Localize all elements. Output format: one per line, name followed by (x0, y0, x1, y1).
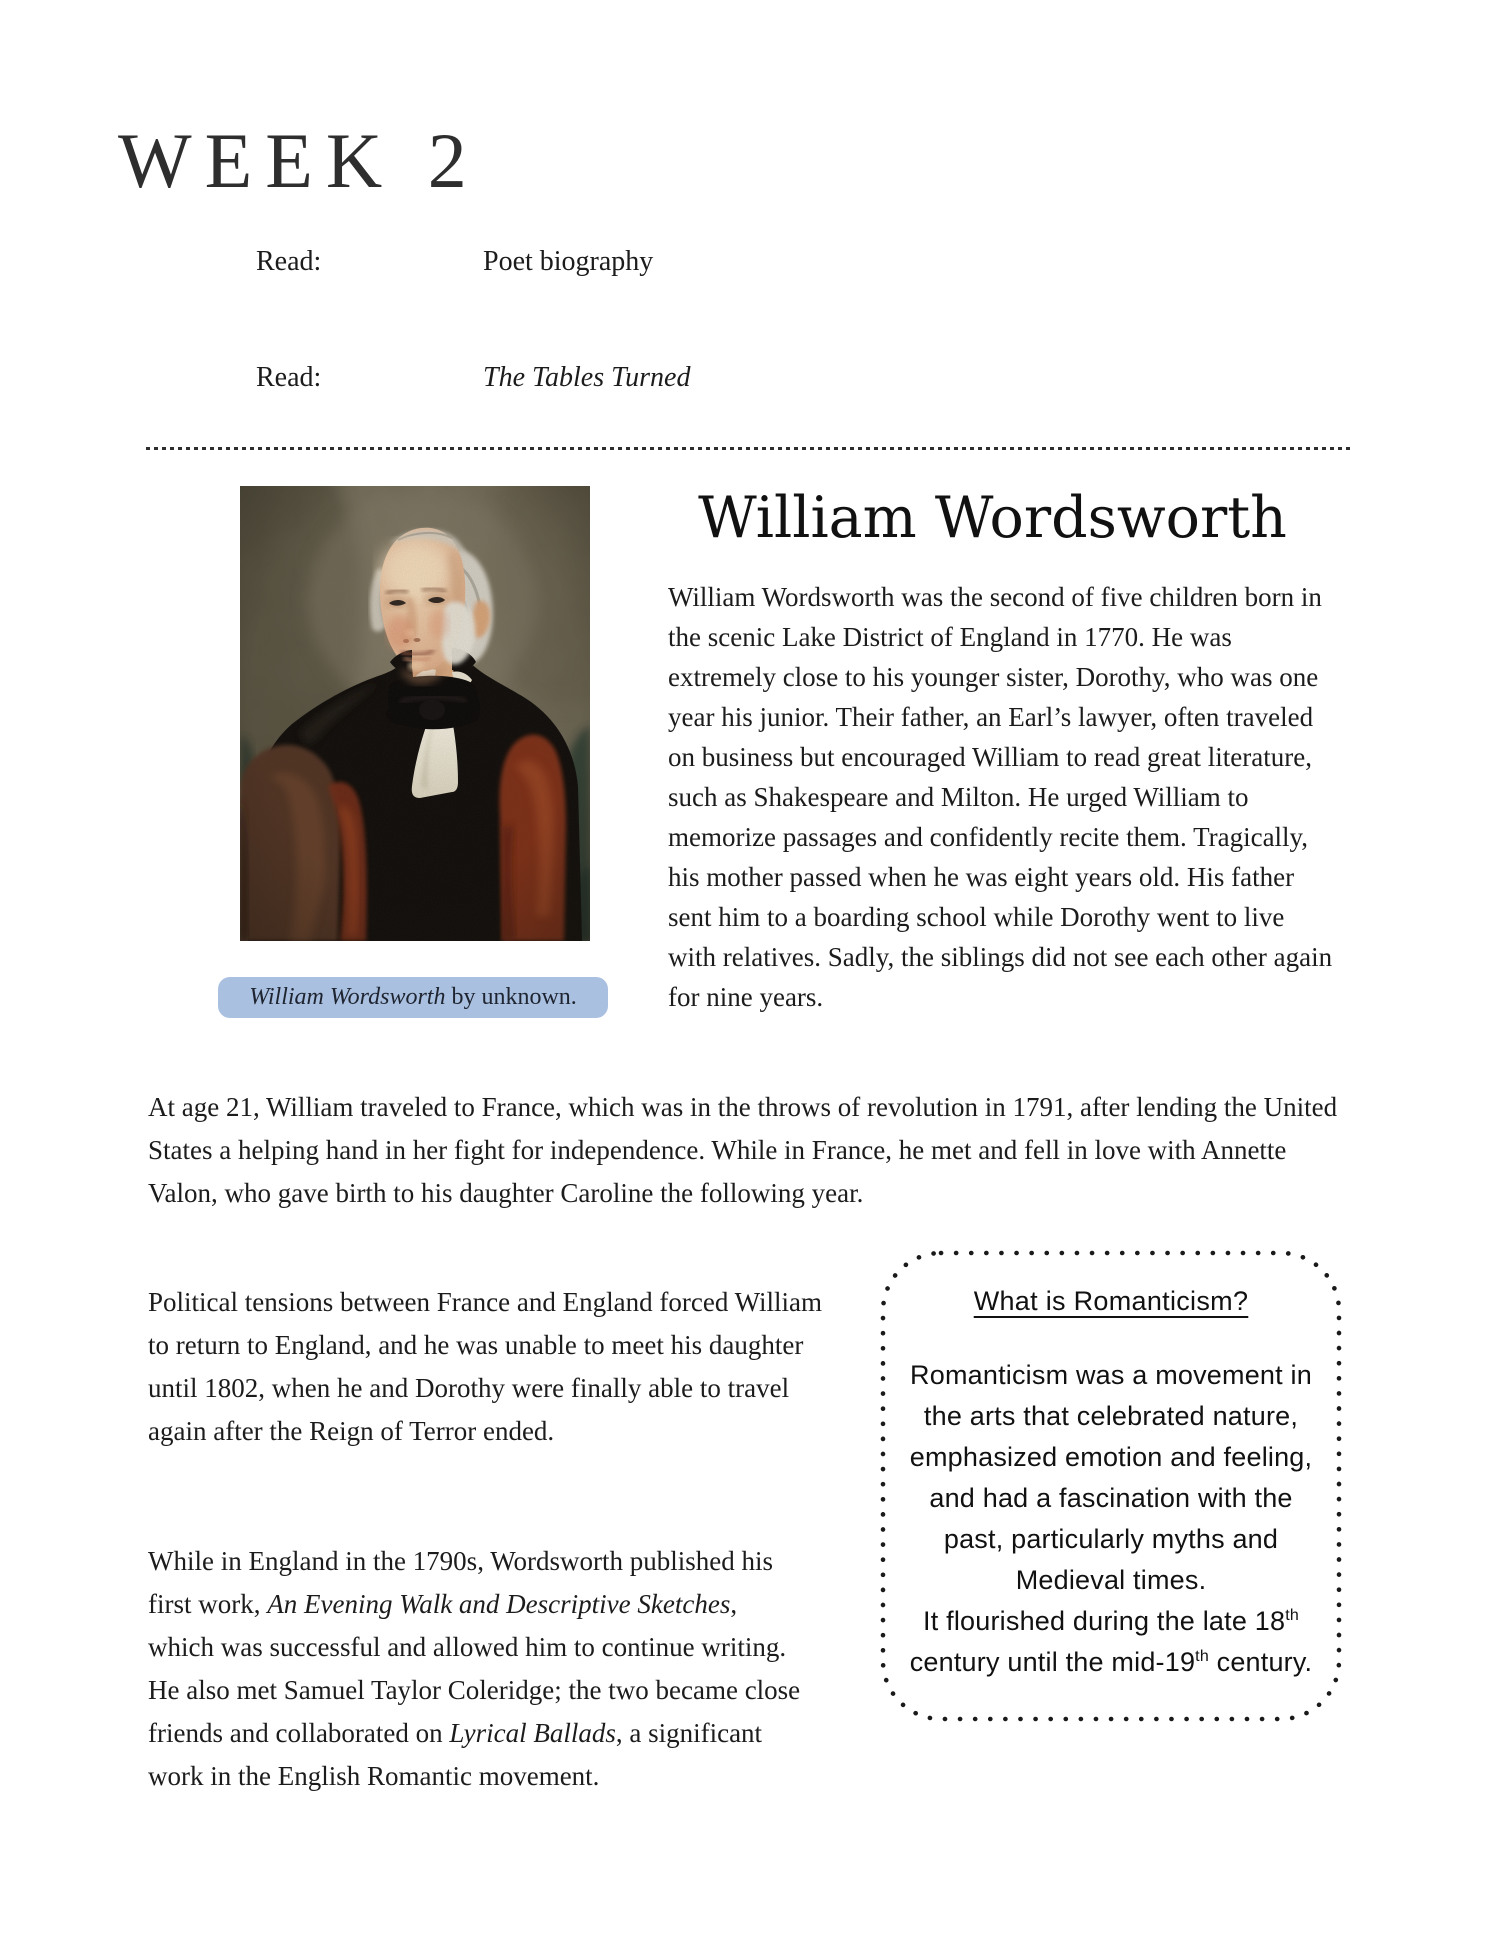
romanticism-box-title: What is Romanticism? (973, 1286, 1249, 1316)
england-paragraph-part: While in England in the 1790s, Wordsworth published his first work, (148, 1546, 774, 1619)
biography-heading: William Wordsworth (698, 485, 1287, 551)
flourished-text: century until the mid-19 (909, 1647, 1196, 1677)
flourished-text: It flourished during the late 18 (923, 1606, 1286, 1636)
caption-credit: by unknown. (445, 984, 577, 1010)
portrait-painting (240, 486, 590, 941)
romanticism-box-flourished (906, 1601, 1316, 1683)
ordinal-superscript: th (1195, 1648, 1209, 1665)
work-title-lyrical-ballads: Lyrical Ballads (449, 1718, 616, 1748)
assignment-value: The Tables Turned (483, 362, 691, 393)
assignment-row-1 (256, 246, 654, 278)
england-paragraph-part: , a significant work in the English Romantic movement. (148, 1718, 763, 1791)
romanticism-box-body: Romanticism was a movement in the arts that celebrated nature, emphasized emotion and feeling, and had a fascination with the past, particularly myths and Medieval times. (909, 1360, 1313, 1595)
wordsworth-portrait-image (240, 486, 590, 941)
assignment-row-2 (256, 362, 691, 394)
portrait-caption-pill (218, 977, 608, 1018)
romanticism-box-content (906, 1286, 1316, 1683)
england-paragraph (148, 1540, 808, 1798)
assignment-value: Poet biography (483, 246, 654, 277)
dashed-divider (146, 447, 1354, 450)
work-title-evening-walk: An Evening Walk and Descriptive Sketches (267, 1589, 731, 1619)
assignment-label: Read: (256, 362, 322, 393)
france-paragraph: At age 21, William traveled to France, which was in the throws of revolution in 1791, after lending the United States a helping hand in her fight for independence. While in France, he met and fell in love with Annette Valon, who gave birth to his daughter Caroline the following year. (148, 1092, 1338, 1208)
england-paragraph-part: , which was successful and allowed him to continue writing. He also met Samuel Taylor Coleridge; the two became close friends and collaborated on (148, 1589, 801, 1748)
ordinal-superscript: th (1285, 1607, 1299, 1624)
romanticism-callout-box (878, 1248, 1344, 1724)
political-paragraph: Political tensions between France and England forced William to return to England, and he was unable to meet his daughter until 1802, when he and Dorothy were finally able to travel again after the Reign of Terror ended. (148, 1287, 822, 1446)
biography-intro-paragraph: William Wordsworth was the second of five children born in the scenic Lake District of England in 1770. He was extremely close to his younger sister, Dorothy, who was one year his junior. Their father, an Earl’s lawyer, often traveled on business but encouraged William to read great literature, such as Shakespeare and Milton. He urged William to memorize passages and confidently recite them. Tragically, his mother passed when he was eight years old. His father sent him to a boarding school while Dorothy went to live with relatives. Sadly, the siblings did not see each other again for nine years. (668, 582, 1333, 1012)
caption-work-title: William Wordsworth (249, 984, 446, 1010)
flourished-text: century. (1208, 1647, 1313, 1677)
assignment-label: Read: (256, 246, 322, 277)
week-title: WEEK 2 (118, 117, 480, 204)
